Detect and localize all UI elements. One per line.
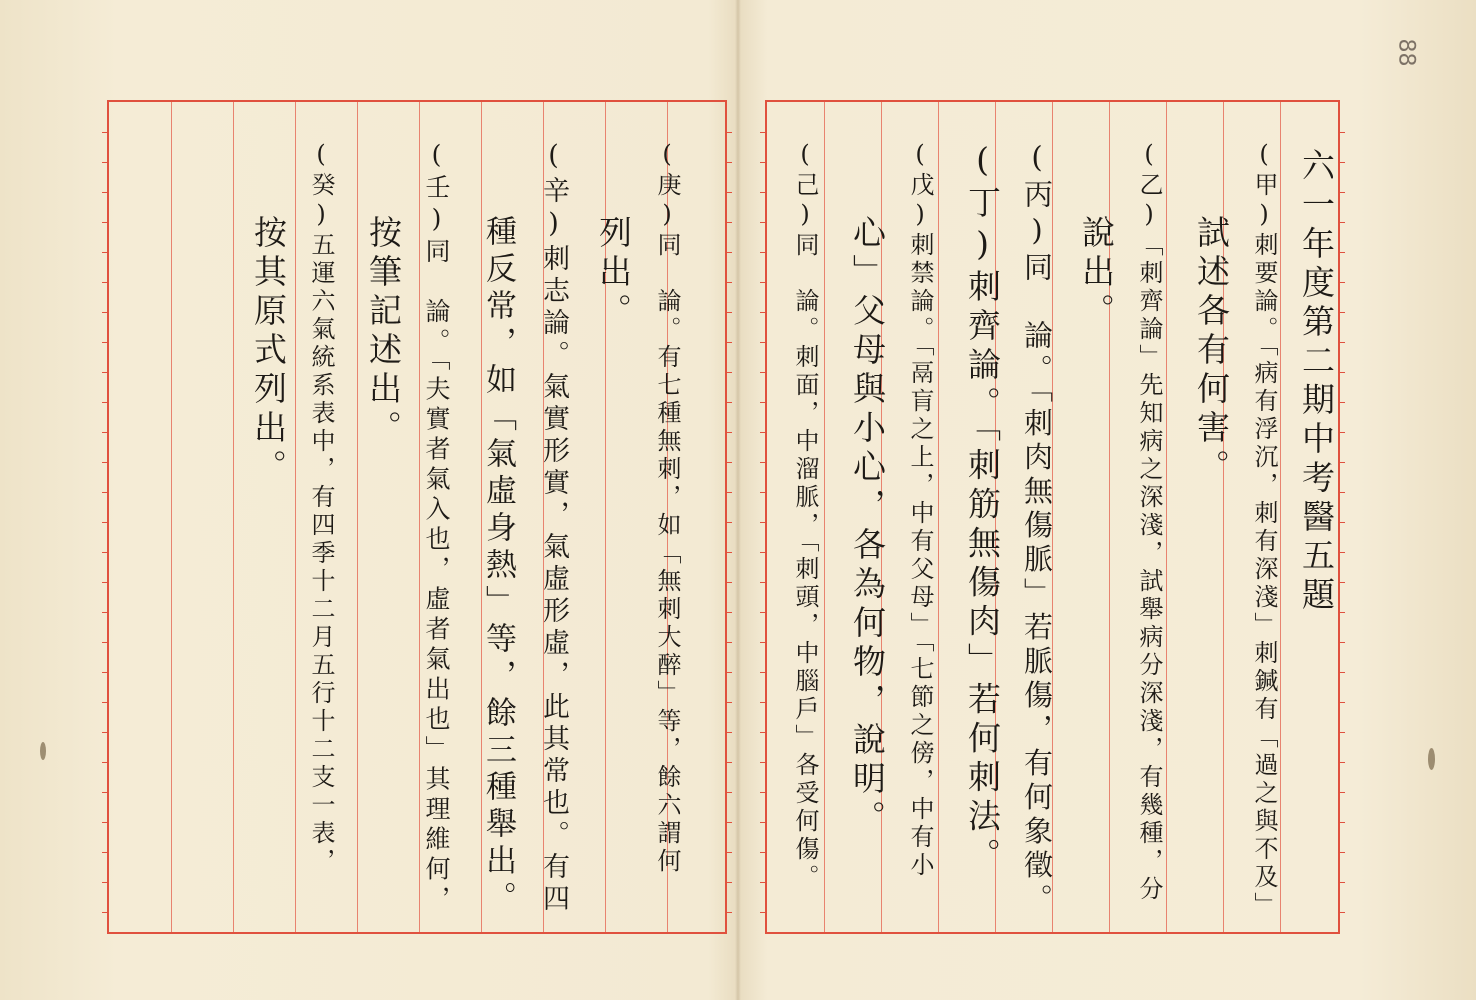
- margin-tick: [1340, 222, 1345, 223]
- margin-tick: [102, 552, 107, 553]
- margin-tick: [727, 162, 732, 163]
- edge-stain: [1428, 748, 1435, 770]
- margin-tick: [102, 312, 107, 313]
- margin-tick: [760, 432, 765, 433]
- question-gui: (癸)五運六氣統系表中，有四季十二月五行十二支一表，: [307, 140, 335, 876]
- question-xin-cont: 種反常，如「氣虛身熱」等，餘三種舉出。: [480, 215, 516, 918]
- margin-tick: [102, 432, 107, 433]
- column-rule: [1166, 102, 1167, 932]
- margin-tick: [102, 222, 107, 223]
- margin-tick: [727, 342, 732, 343]
- margin-tick: [102, 192, 107, 193]
- margin-tick: [727, 582, 732, 583]
- question-geng-cont: 列出。: [594, 215, 633, 332]
- margin-tick: [1340, 342, 1345, 343]
- margin-tick: [760, 852, 765, 853]
- margin-tick: [727, 432, 732, 433]
- question-xin: (辛)刺志論。氣實形實，氣虛形虛，此其常也。有四: [538, 140, 569, 916]
- margin-tick: [1340, 132, 1345, 133]
- margin-tick: [727, 462, 732, 463]
- column-rule: [295, 102, 296, 932]
- margin-tick: [760, 672, 765, 673]
- margin-tick: [1340, 612, 1345, 613]
- margin-tick: [727, 852, 732, 853]
- center-fold: [735, 0, 741, 1000]
- margin-tick: [727, 702, 732, 703]
- margin-tick: [727, 882, 732, 883]
- column-rule: [938, 102, 939, 932]
- margin-tick: [760, 462, 765, 463]
- question-wu: (戊)刺禁論。「鬲肓之上，中有父母」「七節之傍，中有小: [906, 140, 934, 880]
- margin-tick: [760, 762, 765, 763]
- margin-tick: [1340, 672, 1345, 673]
- margin-tick: [727, 222, 732, 223]
- margin-tick: [1340, 372, 1345, 373]
- margin-tick: [760, 162, 765, 163]
- margin-tick: [727, 672, 732, 673]
- question-ren: (壬)同 論。「夫實者氣入也，虛者氣出也」其理維何，: [422, 140, 451, 916]
- margin-tick: [727, 642, 732, 643]
- margin-tick: [102, 372, 107, 373]
- corner-page-mark: 88: [1393, 38, 1419, 67]
- margin-tick: [760, 702, 765, 703]
- margin-tick: [727, 612, 732, 613]
- margin-tick: [760, 732, 765, 733]
- margin-tick: [1340, 252, 1345, 253]
- margin-tick: [102, 822, 107, 823]
- margin-tick: [727, 312, 732, 313]
- margin-tick: [760, 282, 765, 283]
- margin-tick: [1340, 312, 1345, 313]
- margin-tick: [102, 762, 107, 763]
- column-rule: [419, 102, 420, 932]
- margin-tick: [1340, 852, 1345, 853]
- margin-tick: [760, 222, 765, 223]
- question-wu-cont: 心」父母與小心，各為何物，說明。: [848, 215, 887, 839]
- margin-tick: [102, 162, 107, 163]
- column-rule: [233, 102, 234, 932]
- margin-tick: [760, 312, 765, 313]
- column-rule: [171, 102, 172, 932]
- margin-tick: [102, 462, 107, 463]
- question-geng: (庚)同 論。有七種無刺，如「無刺大醉」等，餘六謂何: [653, 140, 681, 876]
- margin-tick: [1340, 432, 1345, 433]
- margin-tick: [102, 612, 107, 613]
- margin-tick: [760, 522, 765, 523]
- margin-tick: [727, 252, 732, 253]
- margin-tick: [760, 882, 765, 883]
- margin-tick: [102, 282, 107, 283]
- margin-tick: [102, 522, 107, 523]
- margin-tick: [727, 762, 732, 763]
- margin-tick: [760, 132, 765, 133]
- column-rule: [357, 102, 358, 932]
- question-jia-cont: 試述各有何害。: [1192, 215, 1231, 488]
- question-yi-cont: 說出。: [1077, 215, 1116, 332]
- margin-tick: [102, 702, 107, 703]
- edge-stain: [40, 742, 46, 760]
- margin-tick: [727, 492, 732, 493]
- column-rule: [1280, 102, 1281, 932]
- margin-tick: [1340, 462, 1345, 463]
- margin-tick: [1340, 582, 1345, 583]
- margin-tick: [760, 342, 765, 343]
- margin-tick: [1340, 552, 1345, 553]
- question-ji: (己)同 論。刺面，中溜脈，「刺頭，中腦戶」各受何傷。: [791, 140, 819, 892]
- margin-tick: [102, 852, 107, 853]
- margin-tick: [1340, 732, 1345, 733]
- question-jia: (甲)刺要論。「病有浮沉，刺有深淺」刺鍼有「過之與不及」: [1250, 140, 1278, 920]
- margin-tick: [102, 672, 107, 673]
- question-ding: (丁)刺齊論。「刺筋無傷肉」若何刺法。: [963, 140, 1002, 877]
- left-page-frame: [107, 100, 727, 934]
- margin-tick: [727, 372, 732, 373]
- margin-tick: [1340, 912, 1345, 913]
- column-rule: [824, 102, 825, 932]
- margin-tick: [727, 912, 732, 913]
- margin-tick: [727, 132, 732, 133]
- margin-tick: [760, 642, 765, 643]
- margin-tick: [102, 732, 107, 733]
- margin-tick: [102, 252, 107, 253]
- margin-tick: [727, 192, 732, 193]
- margin-tick: [760, 552, 765, 553]
- margin-tick: [760, 582, 765, 583]
- margin-tick: [760, 252, 765, 253]
- margin-tick: [102, 342, 107, 343]
- margin-tick: [727, 552, 732, 553]
- margin-tick: [760, 822, 765, 823]
- margin-tick: [102, 912, 107, 913]
- margin-tick: [102, 582, 107, 583]
- margin-tick: [1340, 282, 1345, 283]
- margin-tick: [1340, 192, 1345, 193]
- margin-tick: [727, 792, 732, 793]
- margin-tick: [102, 402, 107, 403]
- margin-tick: [1340, 822, 1345, 823]
- margin-tick: [760, 612, 765, 613]
- margin-tick: [102, 882, 107, 883]
- margin-tick: [1340, 492, 1345, 493]
- margin-tick: [102, 132, 107, 133]
- margin-tick: [1340, 162, 1345, 163]
- margin-tick: [760, 402, 765, 403]
- question-yi: (乙)「刺齊論」先知病之深淺，試舉病分深淺，有幾種，分: [1135, 140, 1163, 904]
- margin-tick: [760, 492, 765, 493]
- margin-tick: [760, 372, 765, 373]
- question-bing: (丙)同 論。「刺肉無傷脈」若脈傷，有何象徵。: [1020, 140, 1054, 918]
- margin-tick: [727, 822, 732, 823]
- margin-tick: [102, 792, 107, 793]
- question-ren-cont: 按筆記述出。: [364, 215, 403, 449]
- margin-tick: [1340, 762, 1345, 763]
- margin-tick: [1340, 522, 1345, 523]
- margin-tick: [727, 732, 732, 733]
- question-gui-cont: 按其原式列出。: [249, 215, 288, 488]
- margin-tick: [760, 192, 765, 193]
- margin-tick: [102, 492, 107, 493]
- margin-tick: [727, 282, 732, 283]
- margin-tick: [1340, 792, 1345, 793]
- margin-tick: [1340, 402, 1345, 403]
- margin-tick: [760, 912, 765, 913]
- margin-tick: [1340, 702, 1345, 703]
- margin-tick: [102, 642, 107, 643]
- margin-tick: [1340, 642, 1345, 643]
- margin-tick: [1340, 882, 1345, 883]
- exam-title: 六一年度第二期中考醫五題: [1297, 148, 1336, 616]
- margin-tick: [760, 792, 765, 793]
- margin-tick: [727, 522, 732, 523]
- margin-tick: [727, 402, 732, 403]
